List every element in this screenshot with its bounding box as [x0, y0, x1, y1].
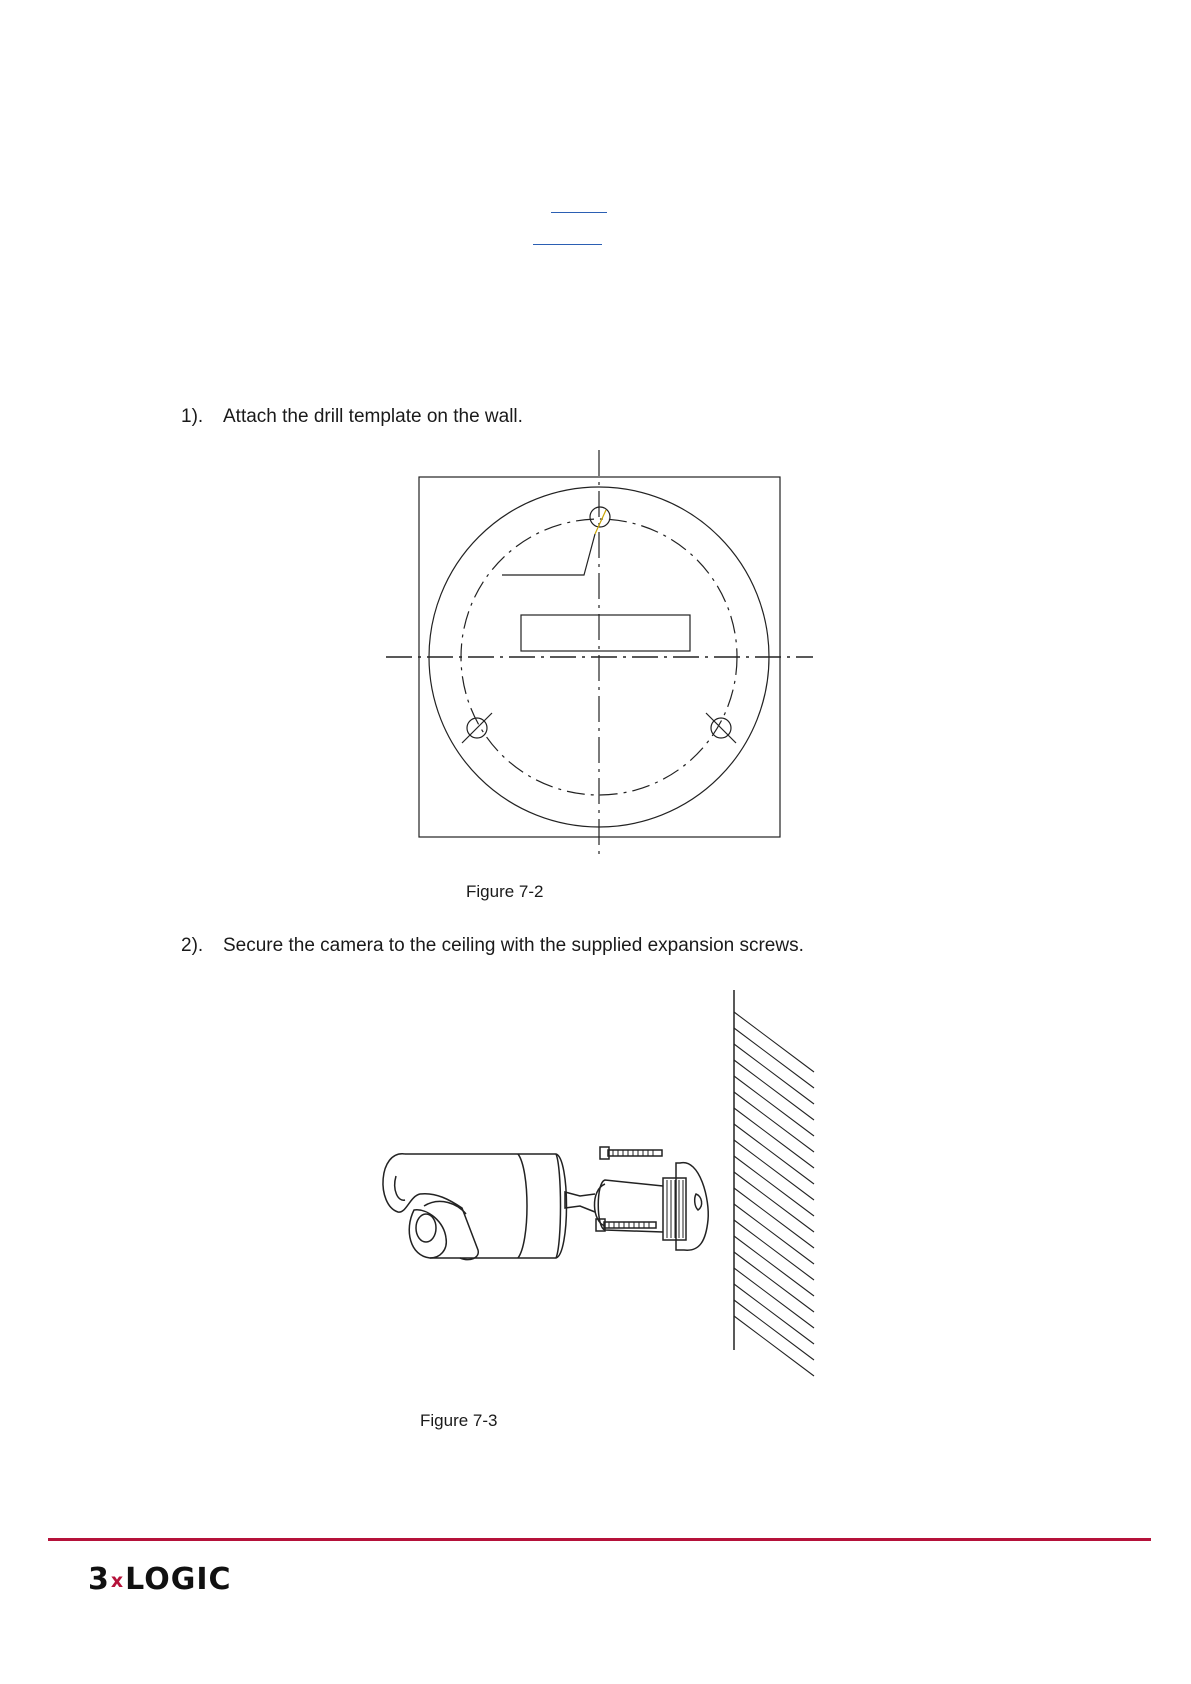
camera-body — [405, 1154, 567, 1258]
camera-wall-mount-figure — [370, 985, 830, 1380]
figure-7-3-caption: Figure 7-3 — [420, 1411, 498, 1430]
footer-divider — [48, 1538, 1151, 1541]
wall-hatching — [734, 1012, 814, 1376]
mount-stem — [598, 1180, 663, 1232]
logo-prefix: 3 — [88, 1562, 110, 1597]
screw-top — [600, 1147, 662, 1159]
brand-logo — [88, 1562, 232, 1599]
link-underline-2[interactable] — [533, 244, 602, 245]
step-2-text: Secure the camera to the ceiling with the supplied expansion screws. — [223, 935, 804, 956]
step-1-number: 1). — [181, 406, 204, 427]
step-1-text: Attach the drill template on the wall. — [223, 406, 523, 427]
camera-sunshield — [383, 1154, 478, 1260]
mount-base-plate — [676, 1163, 708, 1251]
link-underline-1[interactable] — [551, 212, 607, 213]
logo-suffix: LOGIC — [125, 1562, 232, 1597]
cable-slot — [521, 615, 690, 651]
step-2-number: 2). — [181, 935, 204, 956]
screw-bottom — [596, 1219, 656, 1231]
figure-7-2-caption: Figure 7-2 — [466, 882, 544, 901]
drill-template-figure — [380, 445, 820, 855]
step-1 — [181, 405, 881, 429]
logo-x: x — [110, 1570, 125, 1592]
step-2 — [181, 934, 1081, 958]
leader-line — [502, 534, 595, 575]
camera-lens-housing — [409, 1210, 446, 1258]
camera-lens — [416, 1214, 436, 1242]
